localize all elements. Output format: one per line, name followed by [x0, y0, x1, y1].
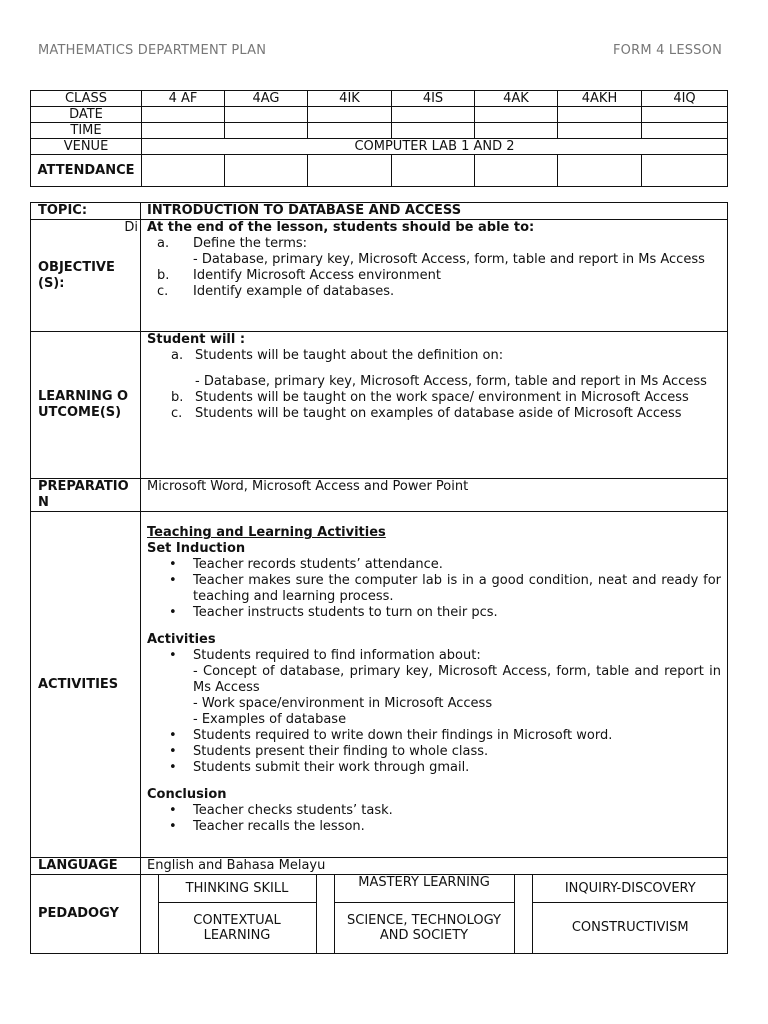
- time-cell: [308, 123, 392, 139]
- activities-body: [141, 512, 728, 858]
- objective-text: Identify example of databases.: [193, 284, 395, 299]
- preparation-row: [31, 479, 728, 512]
- topic-label: TOPIC:: [31, 203, 141, 220]
- activities-subheading: Activities: [147, 632, 216, 647]
- venue-row: [31, 139, 728, 155]
- date-cell: [392, 107, 475, 123]
- time-cell: [558, 123, 642, 139]
- class-schedule-table: [30, 90, 728, 187]
- objectives-body: [141, 220, 728, 332]
- objectives-stray-text: Di: [124, 220, 138, 235]
- attendance-row: [31, 155, 728, 187]
- outcome-item: [147, 390, 721, 406]
- outcomes-body: [141, 332, 728, 479]
- objective-item: [147, 236, 721, 252]
- preparation-value: Microsoft Word, Microsoft Access and Power Point: [141, 479, 728, 512]
- objectives-list: [147, 236, 721, 300]
- date-row: [31, 107, 728, 123]
- time-label: TIME: [31, 123, 142, 139]
- attendance-cell: [558, 155, 642, 187]
- date-cell: [308, 107, 392, 123]
- language-label: LANGUAGE: [31, 858, 141, 875]
- venue-label: VENUE: [31, 139, 142, 155]
- pedagogy-contextual-learning: CONTEXTUAL LEARNING: [158, 902, 316, 953]
- outcome-marker: c.: [171, 406, 183, 421]
- outcomes-list: [147, 348, 721, 422]
- class-cell: 4IQ: [642, 91, 728, 107]
- activity-sub-item: - Examples of database: [193, 712, 347, 727]
- attendance-cell: [225, 155, 308, 187]
- time-cell: [475, 123, 558, 139]
- pedagogy-sts: SCIENCE, TECHNOLOGY AND SOCIETY: [334, 902, 514, 953]
- objective-marker: b.: [157, 268, 170, 283]
- list-item: [147, 648, 721, 728]
- date-label: DATE: [31, 107, 142, 123]
- conclusion-heading: Conclusion: [147, 787, 227, 802]
- date-cell: [225, 107, 308, 123]
- time-cell: [225, 123, 308, 139]
- outcome-item: [147, 406, 721, 422]
- attendance-cell: [475, 155, 558, 187]
- class-cell: 4AK: [475, 91, 558, 107]
- outcomes-intro: Student will :: [147, 332, 246, 347]
- activity-sub-item: - Work space/environment in Microsoft Access: [193, 696, 493, 711]
- pedagogy-label: PEDADOGY: [31, 875, 141, 954]
- attendance-label: ATTENDANCE: [31, 155, 142, 187]
- list-item: • Teacher checks students’ task.: [147, 803, 721, 819]
- activity-sub-item: - Concept of database, primary key, Microsoft Access, form, table and report in Ms Access: [193, 664, 721, 695]
- objective-marker: a.: [157, 236, 170, 251]
- form-header: FORM 4 LESSON: [612, 43, 722, 58]
- activities-heading: Teaching and Learning Activities: [147, 525, 386, 540]
- objective-marker: c.: [157, 284, 169, 299]
- objective-item: [147, 284, 721, 300]
- activities-row: [31, 512, 728, 858]
- attendance-cell: [308, 155, 392, 187]
- pedagogy-mastery-learning: MASTERY LEARNING: [334, 875, 514, 902]
- attendance-cell: [392, 155, 475, 187]
- list-item: • Teacher recalls the lesson.: [147, 819, 721, 835]
- topic-value: INTRODUCTION TO DATABASE AND ACCESS: [141, 203, 728, 220]
- class-cell: 4AKH: [558, 91, 642, 107]
- activity-find-text: • Students required to find information about:: [193, 648, 481, 663]
- time-cell: [642, 123, 728, 139]
- preparation-label: PREPARATION: [38, 479, 129, 510]
- list-item: • Teacher instructs students to turn on their pcs.: [147, 605, 721, 621]
- set-induction-heading: Set Induction: [147, 541, 246, 556]
- lesson-details-table: [30, 202, 728, 954]
- pedagogy-inquiry-discovery: INQUIRY-DISCOVERY: [532, 875, 728, 902]
- class-cell: 4AG: [225, 91, 308, 107]
- objectives-intro: At the end of the lesson, students should be able to:: [147, 220, 535, 235]
- class-cell: 4IK: [308, 91, 392, 107]
- date-cell: [558, 107, 642, 123]
- pedagogy-row: [31, 875, 728, 954]
- time-row: [31, 123, 728, 139]
- objective-item: [147, 268, 721, 284]
- outcome-marker: b.: [171, 390, 184, 405]
- outcome-text: Students will be taught about the definition on:: [195, 348, 504, 363]
- outcome-item: [147, 348, 721, 364]
- class-cell: 4 AF: [142, 91, 225, 107]
- date-cell: [475, 107, 558, 123]
- objective-item: [147, 252, 721, 268]
- outcomes-row: [31, 332, 728, 479]
- outcome-text: Students will be taught on the work space/ environment in Microsoft Access: [195, 390, 689, 405]
- activities-label: ACTIVITIES: [31, 512, 141, 858]
- objectives-row: [31, 220, 728, 332]
- venue-value: COMPUTER LAB 1 AND 2: [142, 139, 728, 155]
- objectives-label: OBJECTIVE(S):: [38, 259, 115, 291]
- outcome-item: [147, 374, 721, 390]
- date-cell: [142, 107, 225, 123]
- pedagogy-thinking-skill: THINKING SKILL: [158, 875, 316, 902]
- list-item: • Teacher records students’ attendance.: [147, 557, 721, 573]
- attendance-cell: [642, 155, 728, 187]
- language-row: [31, 858, 728, 875]
- list-item: • Students required to write down their findings in Microsoft word.: [147, 728, 721, 744]
- objective-text: Define the terms:: [193, 236, 308, 251]
- pedagogy-constructivism: CONSTRUCTIVISM: [532, 902, 728, 953]
- class-cell: 4IS: [392, 91, 475, 107]
- activities-list: [147, 648, 721, 776]
- outcome-marker: a.: [171, 348, 184, 363]
- attendance-cell: [142, 155, 225, 187]
- outcomes-label: LEARNING OUTCOME(S): [38, 389, 129, 420]
- pedagogy-grid: [141, 875, 728, 953]
- class-label: CLASS: [31, 91, 142, 107]
- time-cell: [392, 123, 475, 139]
- date-cell: [642, 107, 728, 123]
- outcome-text: - Database, primary key, Microsoft Access, form, table and report in Ms Access: [195, 374, 707, 389]
- department-header: MATHEMATICS DEPARTMENT PLAN: [38, 43, 267, 58]
- outcome-text: Students will be taught on examples of database aside of Microsoft Access: [195, 406, 682, 421]
- list-item: • Students submit their work through gmail.: [147, 760, 721, 776]
- list-item: • Teacher makes sure the computer lab is in a good condition, neat and ready for teaching and learning process.: [147, 573, 721, 605]
- class-row: [31, 91, 728, 107]
- objective-text: Identify Microsoft Access environment: [193, 268, 441, 283]
- time-cell: [142, 123, 225, 139]
- conclusion-list: [147, 803, 721, 835]
- set-induction-list: [147, 557, 721, 621]
- topic-row: [31, 203, 728, 220]
- objective-text: - Database, primary key, Microsoft Access, form, table and report in Ms Access: [193, 252, 705, 267]
- list-item: • Students present their finding to whole class.: [147, 744, 721, 760]
- language-value: English and Bahasa Melayu: [141, 858, 728, 875]
